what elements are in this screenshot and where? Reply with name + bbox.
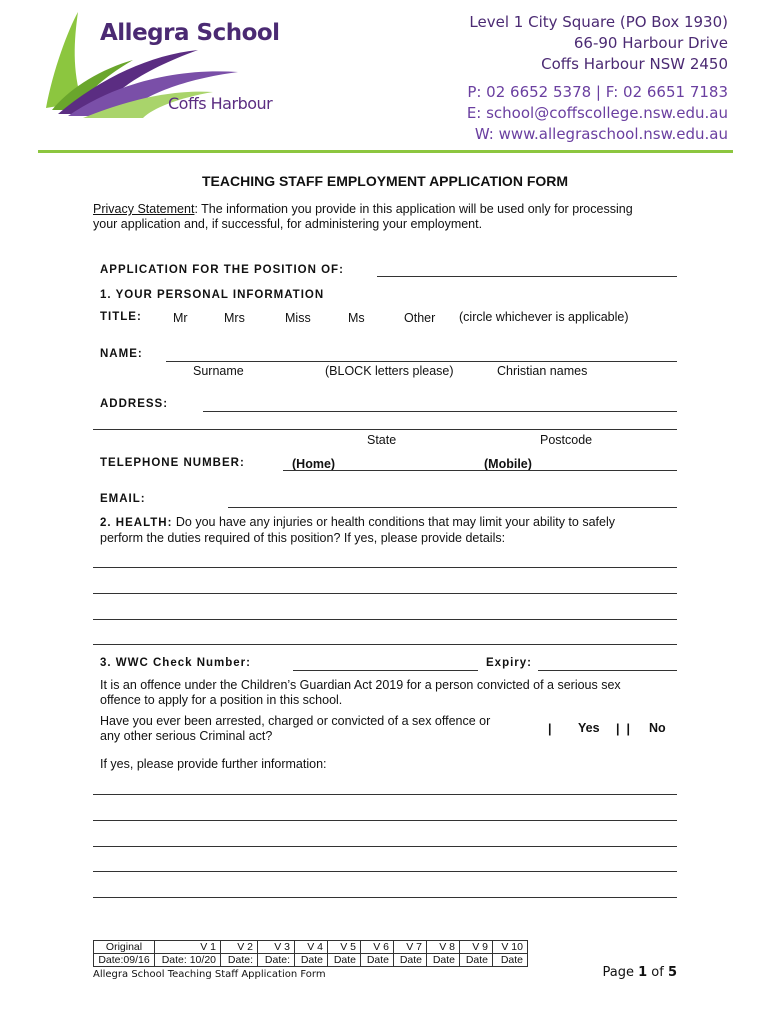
version-cell: V 5 — [328, 941, 361, 954]
title-option-miss[interactable]: Miss — [285, 311, 311, 325]
arrested-text-2: any other serious Criminal act? — [100, 729, 273, 743]
version-cell: V 7 — [394, 941, 427, 954]
further-info-line-5[interactable] — [93, 897, 677, 898]
school-name: Allegra School — [100, 20, 280, 46]
postcode-caption: Postcode — [540, 433, 593, 447]
version-date-cell: Date: — [258, 954, 295, 967]
address-line-1: Level 1 City Square (PO Box 1930) — [469, 13, 728, 31]
version-table — [93, 940, 528, 967]
mobile-caption: (Mobile) — [484, 457, 532, 471]
further-info-line-4[interactable] — [93, 871, 677, 872]
version-cell: V 4 — [295, 941, 328, 954]
footer-page-number — [603, 965, 678, 980]
further-info-line-1[interactable] — [93, 794, 677, 795]
version-cell: V 1 — [155, 941, 221, 954]
version-cell: V 8 — [427, 941, 460, 954]
address-line-3: Coffs Harbour NSW 2450 — [541, 55, 728, 73]
no-label: No — [649, 721, 666, 735]
mobile-phone-field[interactable] — [480, 470, 677, 471]
version-cell: Original — [94, 941, 155, 954]
title-option-other[interactable]: Other — [404, 311, 436, 325]
school-email: E: school@coffscollege.nsw.edu.au — [466, 104, 728, 122]
health-details-line-4[interactable] — [93, 644, 677, 645]
version-date-cell: Date — [295, 954, 328, 967]
further-info-line-2[interactable] — [93, 820, 677, 821]
form-title: TEACHING STAFF EMPLOYMENT APPLICATION FORM — [201, 173, 569, 189]
section-1-heading: 1. YOUR PERSONAL INFORMATION — [100, 289, 325, 301]
version-cell: V 2 — [221, 941, 258, 954]
header-divider — [38, 150, 733, 153]
version-cell: V 3 — [258, 941, 295, 954]
position-label: APPLICATION FOR THE POSITION OF: — [100, 264, 344, 276]
email-label: EMAIL: — [100, 493, 146, 505]
christian-names-caption: Christian names — [497, 364, 588, 378]
address-field-1[interactable] — [203, 411, 677, 412]
footer-doc-name: Allegra School Teaching Staff Application Form — [93, 969, 326, 980]
section-2-text-1: Do you have any injuries or health conditions that may limit your ability to safely — [172, 515, 615, 529]
privacy-text-1: : The information you provide in this application will be used only for processing — [194, 202, 633, 216]
school-website: W: www.allegraschool.nsw.edu.au — [474, 125, 728, 143]
section-2-question — [100, 515, 700, 546]
version-date-cell: Date — [493, 954, 528, 967]
title-option-ms[interactable]: Ms — [348, 311, 365, 325]
version-date-cell: Date — [394, 954, 427, 967]
page-prefix: Page — [602, 965, 639, 980]
surname-caption: Surname — [193, 364, 244, 378]
yes-label: Yes — [578, 721, 600, 735]
campus-name: Coffs Harbour — [168, 94, 273, 113]
version-date-cell: Date: 10/20 — [155, 954, 221, 967]
phone-fax: P: 02 6652 5378 | F: 02 6651 7183 — [467, 83, 728, 101]
version-date-cell: Date — [328, 954, 361, 967]
section-2-text-2: perform the duties required of this position? If yes, please provide details: — [100, 531, 506, 545]
name-label: NAME: — [100, 348, 143, 360]
version-cell: V 6 — [361, 941, 394, 954]
version-date-cell: Date — [361, 954, 394, 967]
health-details-line-2[interactable] — [93, 593, 677, 594]
section-3-label: 3. WWC Check Number: — [100, 657, 251, 669]
email-field[interactable] — [228, 507, 677, 508]
page-of: of — [647, 965, 668, 980]
version-cell: V 9 — [460, 941, 493, 954]
arrested-question — [100, 714, 540, 744]
version-date-row — [94, 954, 528, 967]
home-phone-field[interactable] — [283, 470, 480, 471]
title-label: TITLE: — [100, 311, 142, 323]
home-caption: (Home) — [292, 457, 336, 471]
name-field[interactable] — [166, 361, 677, 362]
version-date-cell: Date: — [221, 954, 258, 967]
version-date-cell: Date:09/16 — [94, 954, 155, 967]
version-date-cell: Date — [427, 954, 460, 967]
privacy-label: Privacy Statement — [93, 202, 195, 216]
expiry-field[interactable] — [538, 670, 677, 671]
yes-checkbox[interactable]: | — [548, 722, 576, 736]
address-line-2: 66-90 Harbour Drive — [573, 34, 728, 52]
privacy-statement — [93, 202, 693, 232]
offence-notice — [100, 678, 700, 708]
address-label: ADDRESS: — [100, 398, 169, 410]
offence-text-1: It is an offence under the Children’s Guardian Act 2019 for a person convicted of a serious sex — [100, 678, 621, 692]
position-field[interactable] — [377, 276, 677, 277]
block-letters-caption: (BLOCK letters please) — [325, 364, 454, 378]
state-caption: State — [367, 433, 397, 447]
health-details-line-1[interactable] — [93, 567, 677, 568]
offence-text-2: offence to apply for a position in this school. — [100, 693, 343, 707]
arrested-text-1: Have you ever been arrested, charged or convicted of a sex offence or — [100, 714, 491, 728]
no-checkbox[interactable]: | | — [616, 722, 630, 736]
further-info-label: If yes, please provide further information: — [100, 757, 327, 771]
page-current: 1 — [638, 965, 648, 980]
title-note: (circle whichever is applicable) — [459, 310, 629, 324]
school-logo — [38, 10, 288, 125]
section-2-label: 2. HEALTH: — [100, 517, 173, 529]
wwc-number-field[interactable] — [293, 670, 478, 671]
expiry-label: Expiry: — [486, 657, 532, 669]
title-option-mrs[interactable]: Mrs — [224, 311, 245, 325]
telephone-label: TELEPHONE NUMBER: — [100, 457, 245, 469]
title-option-mr[interactable]: Mr — [173, 311, 188, 325]
page-total: 5 — [667, 965, 677, 980]
address-field-2[interactable] — [93, 429, 677, 430]
version-date-cell: Date — [460, 954, 493, 967]
privacy-text-2: your application and, if successful, for administering your employment. — [93, 217, 483, 231]
health-details-line-3[interactable] — [93, 619, 677, 620]
further-info-line-3[interactable] — [93, 846, 677, 847]
version-cell: V 10 — [493, 941, 528, 954]
version-row — [94, 941, 528, 954]
